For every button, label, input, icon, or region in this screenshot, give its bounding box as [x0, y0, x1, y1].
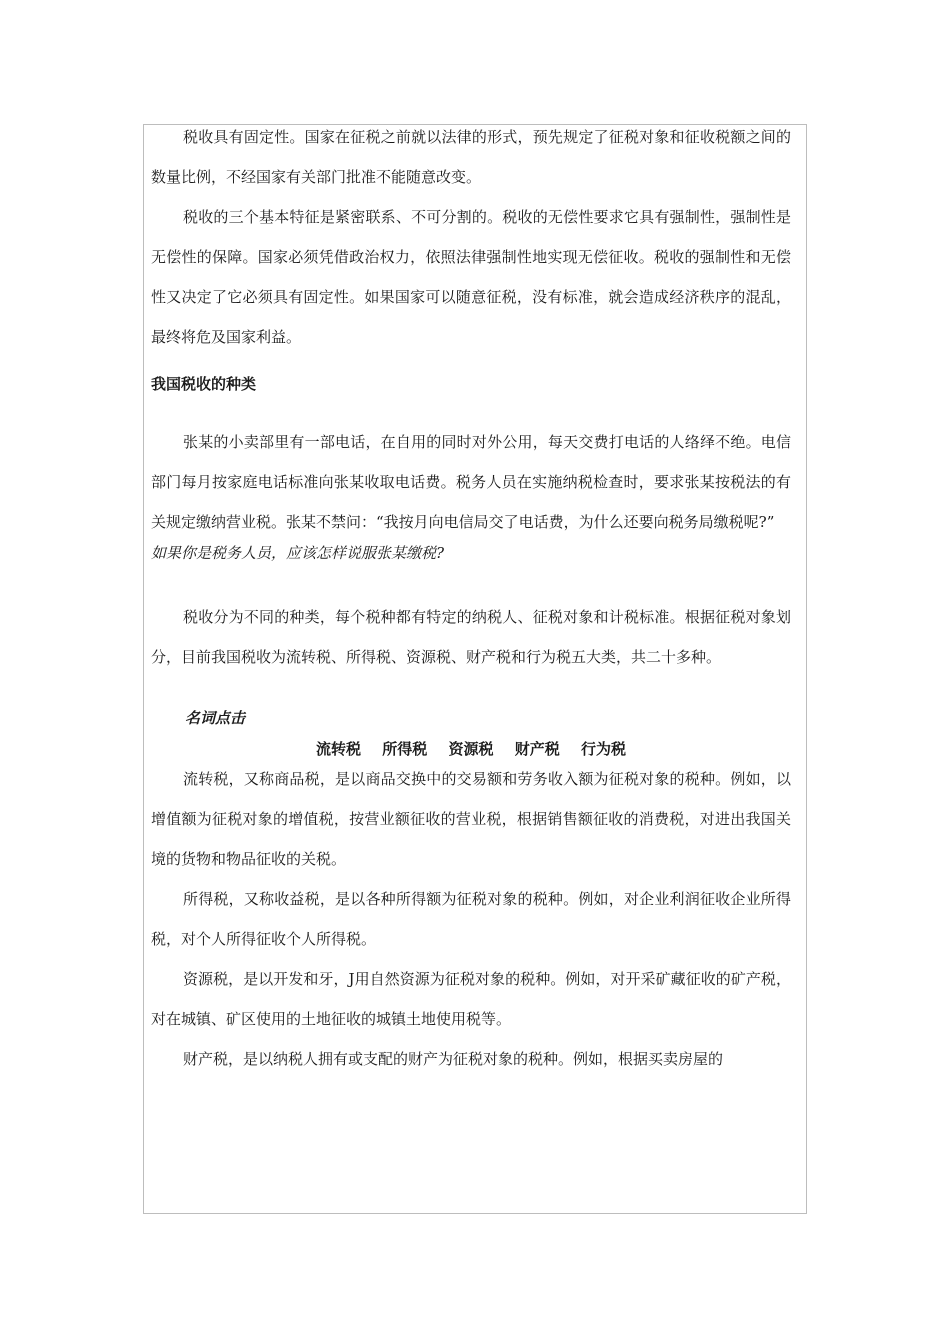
terms-box-title: 名词点击 — [185, 709, 246, 727]
terms-list — [151, 738, 791, 759]
paragraph-fixed-nature: 税收具有固定性。国家在征税之前就以法律的形式，预先规定了征税对象和征收税额之间的数量比例，不经国家有关部门批准不能随意改变。 — [151, 128, 791, 186]
definition-liuzhuan: 流转税，又称商品税，是以商品交换中的交易额和劳务收入额为征税对象的税种。例如，以增值额为征税对象的增值税，按营业额征收的营业税，根据销售额征收的消费税，对进出我国关境的货物和物品征收的关税。 — [151, 770, 791, 868]
term-xingwei: 行为税 — [580, 740, 626, 758]
term-liuzhuan: 流转税 — [315, 740, 361, 758]
section-heading-tax-types: 我国税收的种类 — [151, 375, 257, 393]
case-question: 如果你是税务人员，应该怎样说服张某缴税? — [151, 544, 445, 562]
paragraph-three-features: 税收的三个基本特征是紧密联系、不可分割的。税收的无偿性要求它具有强制性，强制性是无偿性的保障。国家必须凭借政治权力，依照法律强制性地实现无偿征收。税收的强制性和无偿性又决定了它必须具有固定性。如果国家可以随意征税，没有标准，就会造成经济秩序的混乱，最终将危及国家利益。 — [151, 208, 791, 346]
document-body — [151, 117, 791, 1079]
definition-caichan: 财产税，是以纳税人拥有或支配的财产为征税对象的税种。例如，根据买卖房屋的 — [183, 1050, 724, 1068]
definition-ziyuan: 资源税，是以开发和牙，J用自然资源为征税对象的税种。例如，对开采矿藏征收的矿产税，对在城镇、矿区使用的土地征收的城镇土地使用税等。 — [151, 970, 791, 1028]
paragraph-case-study: 张某的小卖部里有一部电话，在自用的同时对外公用，每天交费打电话的人络绎不绝。电信部门每月按家庭电话标准向张某收取电话费。税务人员在实施纳税检查时，要求张某按税法的有关规定缴纳营业税。张某不禁问：“我按月向电信局交了电话费，为什么还要向税务局缴税呢?” — [151, 433, 791, 531]
term-caichan: 财产税 — [514, 740, 560, 758]
paragraph-tax-categories: 税收分为不同的种类，每个税种都有特定的纳税人、征税对象和计税标准。根据征税对象划分，目前我国税收为流转税、所得税、资源税、财产税和行为税五大类，共二十多种。 — [151, 608, 791, 666]
term-suode: 所得税 — [382, 740, 428, 758]
definition-suode: 所得税，又称收益税，是以各种所得额为征税对象的税种。例如，对企业利润征收企业所得税，对个人所得征收个人所得税。 — [151, 890, 791, 948]
term-ziyuan: 资源税 — [448, 740, 494, 758]
